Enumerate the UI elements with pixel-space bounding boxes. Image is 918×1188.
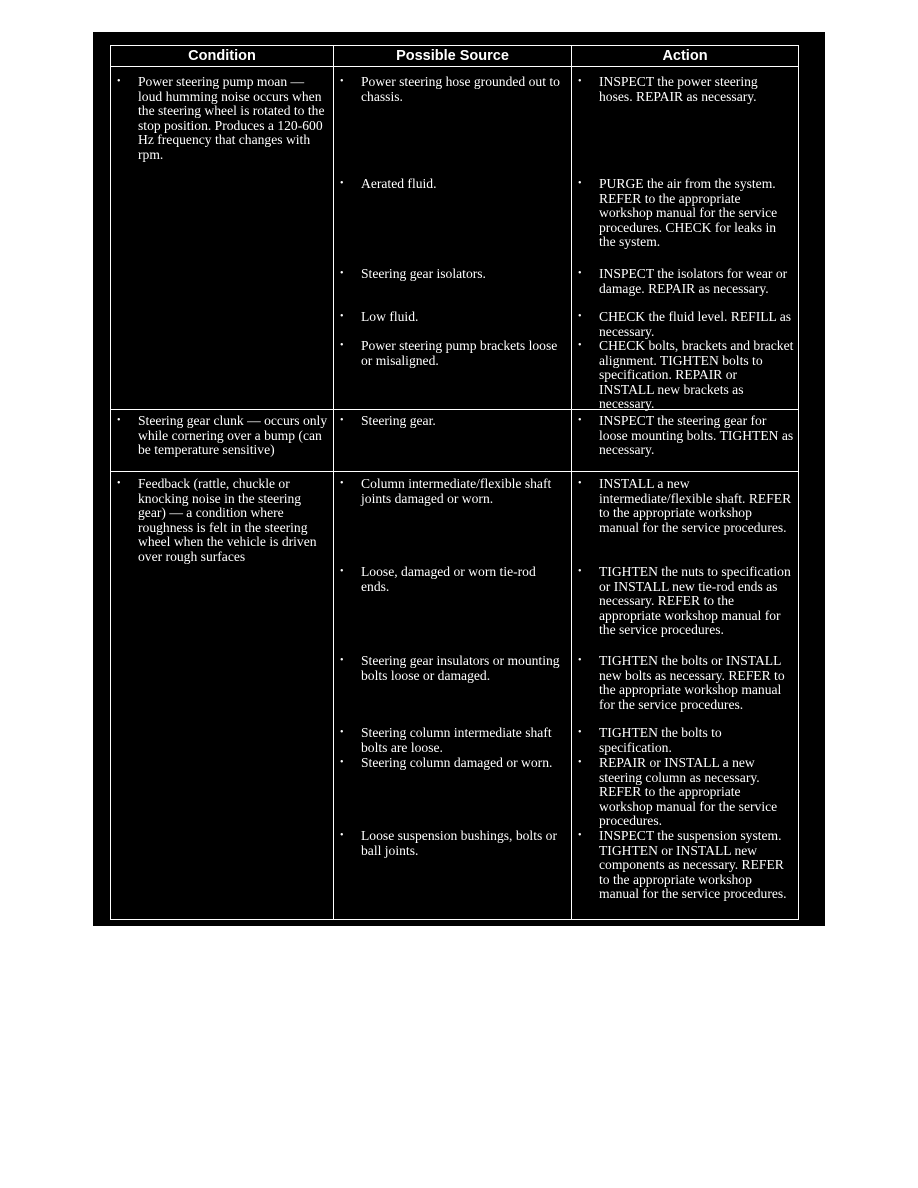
bullet-icon: • xyxy=(578,757,582,768)
source-text: Aerated fluid. xyxy=(361,176,437,191)
list-item xyxy=(340,565,567,594)
list-item xyxy=(578,414,794,458)
source-text: Steering gear isolators. xyxy=(361,266,486,281)
bullet-icon: • xyxy=(340,311,344,322)
list-item xyxy=(578,75,794,104)
bullet-icon: • xyxy=(578,311,582,322)
table-row xyxy=(111,472,799,920)
condition-text: Steering gear clunk — occurs only while cornering over a bump (can be temperature sensitive) xyxy=(138,413,328,458)
source-text: Steering column intermediate shaft bolts are loose. xyxy=(361,725,552,755)
list-item xyxy=(578,267,794,296)
action-text: INSTALL a new intermediate/flexible shaft. REFER to the appropriate workshop manual for the service procedures. xyxy=(599,476,792,535)
action-cell xyxy=(572,67,799,410)
source-cell xyxy=(334,472,572,920)
action-text: REPAIR or INSTALL a new steering column as necessary. REFER to the appropriate workshop manual for the service procedures. xyxy=(599,755,778,829)
action-text: INSPECT the suspension system. TIGHTEN or INSTALL new components as necessary. REFER to the appropriate workshop manual for the service procedures. xyxy=(599,828,787,902)
condition-column-header: Condition xyxy=(111,46,334,67)
condition-cell xyxy=(111,67,334,410)
list-item xyxy=(578,177,794,250)
list-item xyxy=(578,829,794,902)
action-cell xyxy=(572,472,799,920)
action-cell xyxy=(572,410,799,472)
source-text: Steering gear insulators or mounting bolts loose or damaged. xyxy=(361,653,560,683)
bullet-icon: • xyxy=(117,76,121,87)
action-column-header: Action xyxy=(572,46,799,67)
list-item xyxy=(578,339,794,412)
list-item xyxy=(117,477,329,565)
bullet-icon: • xyxy=(340,757,344,768)
condition-text: Feedback (rattle, chuckle or knocking noise in the steering gear) — a condition where roughness is felt in the steering wheel when the vehicle is driven over rough surfaces xyxy=(138,476,317,564)
bullet-icon: • xyxy=(578,566,582,577)
scanned-page xyxy=(93,32,825,926)
action-text: INSPECT the isolators for wear or damage. REPAIR as necessary. xyxy=(599,266,788,296)
bullet-icon: • xyxy=(340,415,344,426)
list-item xyxy=(340,756,567,771)
source-text: Loose, damaged or worn tie-rod ends. xyxy=(361,564,536,594)
list-item xyxy=(578,477,794,535)
bullet-icon: • xyxy=(340,566,344,577)
source-cell xyxy=(334,67,572,410)
diagnosis-table xyxy=(110,45,799,920)
bullet-icon: • xyxy=(340,830,344,841)
bullet-icon: • xyxy=(340,340,344,351)
bullet-icon: • xyxy=(578,340,582,351)
source-text: Power steering pump brackets loose or misaligned. xyxy=(361,338,558,368)
source-text: Column intermediate/flexible shaft joints damaged or worn. xyxy=(361,476,552,506)
source-text: Loose suspension bushings, bolts or ball joints. xyxy=(361,828,557,858)
list-item xyxy=(578,654,794,712)
action-text: CHECK bolts, brackets and bracket alignment. TIGHTEN bolts to specification. REPAIR or INSTALL new brackets as necessary. xyxy=(599,338,794,412)
list-item xyxy=(340,414,567,429)
bullet-icon: • xyxy=(340,478,344,489)
source-text: Steering column damaged or worn. xyxy=(361,755,553,770)
list-item xyxy=(340,829,567,858)
bullet-icon: • xyxy=(578,727,582,738)
list-item xyxy=(117,414,329,458)
table-row xyxy=(111,67,799,410)
bullet-icon: • xyxy=(578,478,582,489)
bullet-icon: • xyxy=(578,268,582,279)
bullet-icon: • xyxy=(117,415,121,426)
action-text: PURGE the air from the system. REFER to the appropriate workshop manual for the service procedures. CHECK for leaks in the system. xyxy=(599,176,778,250)
list-item xyxy=(117,75,329,163)
action-text: TIGHTEN the nuts to specification or INSTALL new tie-rod ends as necessary. REFER to the appropriate workshop manual for the service procedures. xyxy=(599,564,791,638)
action-text: TIGHTEN the bolts to specification. xyxy=(599,725,722,755)
bullet-icon: • xyxy=(340,178,344,189)
condition-cell xyxy=(111,472,334,920)
list-item xyxy=(578,726,794,755)
list-item xyxy=(340,310,567,325)
action-text: TIGHTEN the bolts or INSTALL new bolts as necessary. REFER to the appropriate workshop manual for the service procedures. xyxy=(599,653,785,712)
bullet-icon: • xyxy=(578,415,582,426)
list-item xyxy=(340,726,567,755)
table-header-row xyxy=(111,46,799,67)
list-item xyxy=(578,565,794,638)
bullet-icon: • xyxy=(340,76,344,87)
condition-cell xyxy=(111,410,334,472)
action-text: CHECK the fluid level. REFILL as necessary. xyxy=(599,309,792,339)
bullet-icon: • xyxy=(578,830,582,841)
bullet-icon: • xyxy=(578,178,582,189)
bullet-icon: • xyxy=(340,268,344,279)
list-item xyxy=(578,310,794,339)
list-item xyxy=(578,756,794,829)
condition-text: Power steering pump moan — loud humming noise occurs when the steering wheel is rotated to the stop position. Produces a 120-600 Hz frequency that changes with rpm. xyxy=(138,74,325,162)
list-item xyxy=(340,267,567,282)
source-text: Steering gear. xyxy=(361,413,436,428)
list-item xyxy=(340,654,567,683)
bullet-icon: • xyxy=(117,478,121,489)
bullet-icon: • xyxy=(578,76,582,87)
action-text: INSPECT the steering gear for loose mounting bolts. TIGHTEN as necessary. xyxy=(599,413,794,458)
action-text: INSPECT the power steering hoses. REPAIR as necessary. xyxy=(599,74,758,104)
bullet-icon: • xyxy=(340,655,344,666)
source-text: Low fluid. xyxy=(361,309,419,324)
list-item xyxy=(340,75,567,104)
list-item xyxy=(340,339,567,368)
source-text: Power steering hose grounded out to chassis. xyxy=(361,74,560,104)
source-cell xyxy=(334,410,572,472)
source-column-header: Possible Source xyxy=(334,46,572,67)
table-row xyxy=(111,410,799,472)
list-item xyxy=(340,477,567,506)
list-item xyxy=(340,177,567,192)
bullet-icon: • xyxy=(340,727,344,738)
bullet-icon: • xyxy=(578,655,582,666)
